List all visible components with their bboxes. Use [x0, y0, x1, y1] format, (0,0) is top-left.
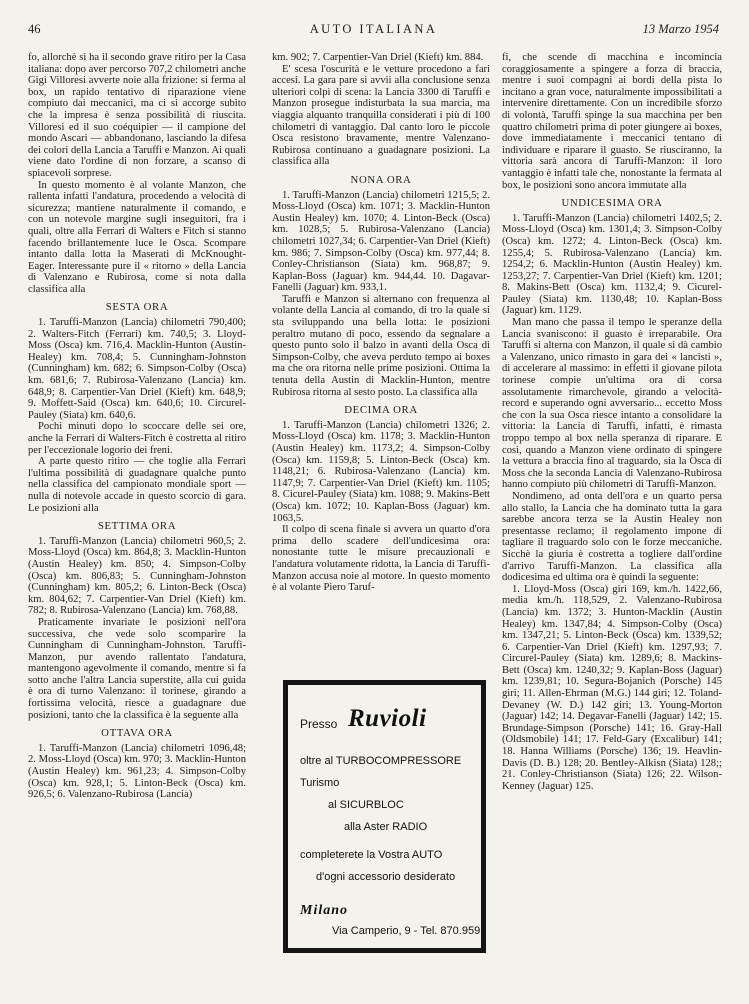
paragraph: Taruffi e Manzon si alternano con frequenza al volante della Lancia al comando, di tro la quale si sta sviluppando una bella lotta: le posizioni peraltro mutano di poco, essendo da segnalare a questo punto solo il balzo in avanti della Osca di Simpson-Colby, che aveva perduto tempo ai boxes ma che ora ritorna nelle prime posizioni. Ottima la tenuta della Austin di Macklin-Hunton, mentre Rubirosa ritorna al sesto posto. La classifica alla [272, 293, 490, 398]
paragraph: Il colpo di scena finale si avvera un quarto d'ora prima dello scadere dell'undicesima ora: nonostante tutte le misure precauzionali e l'andatura volutamente ridotta, la Lancia di Taruffi-Manzon accusa noie al motore. In questo momento è al volante Piero Taruf- [272, 524, 490, 594]
paragraph: Nondimeno, ad onta dell'ora e un quarto persa allo stallo, la Lancia che ha dominato tutta la gara sarebbe ancora terza se la Austin Healey non presentasse reclamo; il regolamento impone di tagliare il traguardo solo con le forze meccaniche. Sicchè la giuria è costretta a togliere dall'ordine d'arrivo Taruffi-Manzon. La classifica alla dodicesima ed ultima ora è quindi la seguente: [502, 490, 722, 584]
paragraph: Praticamente invariate le posizioni nell'ora successiva, che vede solo scomparire la Cunningham di Cunningham-Johnston. Taruffi-Manzon, pur avendo rallentato l'andatura, mantengono agevolmente il comando, mentre si fa sotto anche l'altra Lancia superstite, alla cui guida è ora di turno Valenzano: il torinese, girando a fortissima velocità, riesce a guadagnare due posizioni, tanto che la classifica è la seguente alla [28, 616, 246, 721]
final-standings: 1. Lloyd-Moss (Osca) giri 169, km./h. 1422,66, media km./h. 118,529, 2. Valenzano-Rubirosa (Lancia) km. 1372; 3. Hunton-Macklin (Austin Healey) km. 1347,84; 4. Simpson-Colby (Osca) km. 1347,21; 5. Linton-Beck (Osca) km. 1339,52; 6. Carpentier-Van Driel (Kieft) km. 1297,93; 7. Circurel-Pauley (Siata) km. 1289,6; 8. Mackins-Bett (Osca) km. 1240,32; 9. Kaplan-Boss (Jaguar) km. 1239,81; 10. Segura-Bojanich (Porsche) 145 giri; 11. Allen-Ehrman (M.G.) 144 giri; 12. Toland-Devaney (W. D.) 142 giri; 13. Young-Morton (Jaguar) 142; 14. Degavar-Fanelli (Jaguar) 142; 15. Brundage-Simpson (Porsche) 141; 16. Gray-Hall (Oldsmobile) 141; 17. Feld-Gary (Excalibur) 141; 18. Hanna Williams (Porsche) 136; 19. Heavlin-Davis (D. B.) 128; 20. Bentley-Alkisn (Siata) 128;; 21. Conley-Christianson (Siata) 126; 22. Wilson-Kenney (Jaguar) 125. [502, 583, 722, 792]
paragraph: In questo momento è al volante Manzon, che rallenta infatti l'andatura, procedendo a velocità di sicurezza; mantiene naturalmente il comando, e con un notevole margine sugli inseguitori, fra i quali, oltre alla Ferrari di Walters e Fitch si stanno facendo brillantemente luce le Osca. Scompare intanto dalla lotta la Maserati di McKnought-Eager. Interessante pure il « ritorno » della Lancia di Valenzano e Rubirosa, come si nota dalla classifica alla [28, 179, 246, 295]
paragraph: E' scesa l'oscurità e le vetture procedono a fari accesi. La gara pare si avvii alla conclusione senza ulteriori colpi di scena: la Lancia 3300 di Taruffi e Manzon prosegue indisturbata la sua marcia, ma viaggia alquanto tranquilla considerati i più di 100 chilometri di vantaggio. Dal canto loro le piccole Osca resistono bravamente, mentre Valenzano-Rubirosa continuano a guadagnare posizioni. La classifica alla [272, 63, 490, 168]
ad-line: al SICURBLOC [328, 799, 404, 811]
ad-line: oltre al TURBOCOMPRESSORE [300, 755, 462, 767]
ad-presso: Presso [300, 717, 338, 731]
section-heading: NONA ORA [350, 173, 412, 186]
column-2 [272, 52, 490, 594]
section-heading: SETTIMA ORA [97, 520, 177, 533]
paragraph: A parte questo ritiro — che toglie alla Ferrari l'ultima possibilità di guadagnare qualche punto nella classifica del campionato mondiale sport — nulla di notevole accade in questo scorcio di gara. Le posizioni alla [28, 456, 246, 514]
page-number: 46 [28, 22, 41, 36]
ad-city: Milano [300, 903, 349, 918]
paragraph: fo, allorchè si ha il secondo grave ritiro per la Casa italiana: dopo aver percorso 707,2 chilometri anche Gigi Villoresi avverte noie alla frizione: si ferma al box, un rapido tentativo di riparazione viene compiuto dai meccanici, ma ci si accorge subito che la impresa è senza possibilità di riuscita. Villoresi ed il suo coéquipier — il campione del mondo Ascari — abbandonano, lasciando la difesa dei colori della Lancia a Taruffi e Manzon. Ai quali viene dato l'ordine di non forzare, a scanso di spiacevoli sorprese. [28, 52, 246, 179]
standings-list: 1. Taruffi-Manzon (Lancia) chilometri 1326; 2. Moss-Lloyd (Osca) km. 1178; 3. Macklin-Hunton (Austin Healey) km. 1173,2; 4. Simpson-Colby (Osca) km. 1159,8; 5. Linton-Beck (Osca) km. 1148,21; 6. Rubirosa-Valenzano (Lancia) km. 1147,9; 7. Carpentier-Van Driel (Kieft) km. 1105; 8. Cicurel-Pauley (Siata) km. 1088; 9. Makins-Bett (Osca) km. 1072; 10. Kaplan-Boss (Jaguar) km. 1063,5. [272, 419, 490, 524]
page-header [28, 22, 719, 44]
standings-list: 1. Taruffi-Manzon (Lancia) chilometri 1402,5; 2. Moss-Lloyd (Osca) km. 1301,4; 3. Simpson-Colby (Osca) km. 1272; 4. Linton-Beck (Osca) km. 1255,4; 5. Rubirosa-Valenzano (Lancia) km. 1254,2; 6. Macklin-Hunton (Austin Healey) km. 1253,27; 7. Carpentier-Van Driel (Kieft) km. 1201; 8. Makins-Bett (Osca) km. 1132,4; 9. Cicurel-Pauley (Siata) km. 1130,48; 10. Kaplan-Boss (Jaguar) km. 1129. [502, 212, 722, 317]
standings-list: 1. Taruffi-Manzon (Lancia) chilometri 1096,48; 2. Moss-Lloyd (Osca) km. 970; 3. Macklin-Hunton (Austin Healey) km. 961,23; 4. Simpson-Colby (Osca) km. 928,1; 5. Linton-Beck (Osca) km. 926,5; 6. Valenzano-Rubirosa (Lancia) [28, 742, 246, 801]
column-3 [502, 52, 722, 792]
ad-line: alla Aster RADIO [344, 821, 428, 833]
standings-list: 1. Taruffi-Manzon (Lancia) chilometri 1215,5; 2. Moss-Lloyd (Osca) km. 1071; 3. Macklin-Hunton Austin Healey) km. 1070; 4. Linton-Beck (Osca) km. 1028,5; 5. Rubirosa-Valenzano (Lancia) chilometri 1027,34; 6. Carpentier-Van Driel (Kieft) km. 986; 7. Simpson-Colby (Osca) km. 977,44; 8. Conley-Christianson (Siata) km. 968,87; 9. Kaplan-Boss (Jaguar) km. 944,44. 10. Dagavar-Fanelli (Jaguar) km. 933,1. [272, 189, 490, 294]
paragraph: fi, che scende di macchina e incomincia coraggiosamente a spingere a forza di braccia, mentre i suoi compagni ai bordi della pista lo incitano a gran voce, naturalmente impossibilitati a intervenire direttamente. Con un incredibile sforzo di volontà, Taruffi spinge la sua macchina per ben quattro chilometri prima di poter giungere ai boxes, dove immediatamente i meccanici tentano di individuare e riparare il guasto. Se riusciranno, la vittoria sarà ancora di Taruffi-Manzon: il loro vantaggio è infatti tale che, nonostante la fermata al box, le posizioni sono ancora immutate alla [502, 52, 722, 191]
ad-line: Turismo [300, 777, 340, 789]
magazine-title: AUTO ITALIANA [309, 22, 438, 36]
paragraph: km. 902; 7. Carpentier-Van Driel (Kieft) km. 884. [272, 52, 484, 63]
ad-address: Via Camperio, 9 - Tel. 870.959 [332, 925, 481, 937]
column-1 [28, 52, 246, 801]
section-heading: UNDICESIMA ORA [561, 197, 663, 210]
issue-date: 13 Marzo 1954 [642, 22, 719, 36]
section-heading: DECIMA ORA [344, 404, 418, 417]
advertisement-box [283, 680, 486, 953]
standings-list: 1. Taruffi-Manzon (Lancia) chilometri 790,400; 2. Walters-Fitch (Ferrari) km. 740,5; 3. Lloyd-Moss (Osca) km. 716,4. Macklin-Hunton (Austin-Healey) km. 708,4; 5. Cunningham-Johnston (Cunningham) km. 682; 6. Simpson-Colby (Osca) km. 681,6; 7. Rubirosa-Valenzano (Lancia) km. 648,9; 8. Carpentier-Van Driel (Kieft) km. 648,9; 9. Moffett-Said (Osca) km. 640,6; 10. Circurel-Pauley (Siata) km. 640,6. [28, 317, 246, 421]
standings-list: 1. Taruffi-Manzon (Lancia) chilometri 960,5; 2. Moss-Lloyd (Osca) km. 864,8; 3. Macklin-Hunton (Austin Healey) km. 850; 4. Simpson-Colby (Osca) km. 806,83; 5. Cunningham-Johnston (Cunningham) km. 805,2; 6. Linton-Beck (Osca) km. 804,62; 7. Carpentier-Van Driel (Kieft) km. 782; 8. Rubirosa-Valenzano (Lancia) km. 768,88. [28, 535, 246, 617]
ad-brand-logo: Ruvioli [348, 705, 427, 732]
paragraph: Man mano che passa il tempo le speranze della Lancia svaniscono: il guasto è irreparabile. Ora Taruffi si alterna con Manzon, il quale si dà cambio a Valenzano, unico rimasto in gara dei « lancisti », di accelerare al massimo: in effetti il giovane pilota torinese compie un'ultima ora di corsa assolutamente rimarchevole, girando a velocità-record e superando ogni avversario... eccetto Moss che con la sua Osca riesce intanto a consolidare la vittoria: la Lancia di Taruffi, infatti, è rimasta troppo tempo al box nella speranza di riparare. E così, quando a Manzon viene ordinato di spingere la vettura a braccia fino al traguardo, sia la Osca di Moss che la seconda Lancia di Valenzano-Rubirosa hanno compiuto più chilometri di Taruffi-Manzon. [502, 317, 722, 491]
section-heading: SESTA ORA [105, 301, 169, 314]
section-heading: OTTAVA ORA [101, 727, 173, 740]
ad-line: completerete la Vostra AUTO [300, 849, 443, 861]
ad-line: d'ogni accessorio desiderato [316, 871, 456, 883]
paragraph: Pochi minuti dopo lo scoccare delle sei ore, anche la Ferrari di Walters-Fitch è costretta al ritiro per l'eccezionale logorio dei freni. [28, 421, 246, 456]
